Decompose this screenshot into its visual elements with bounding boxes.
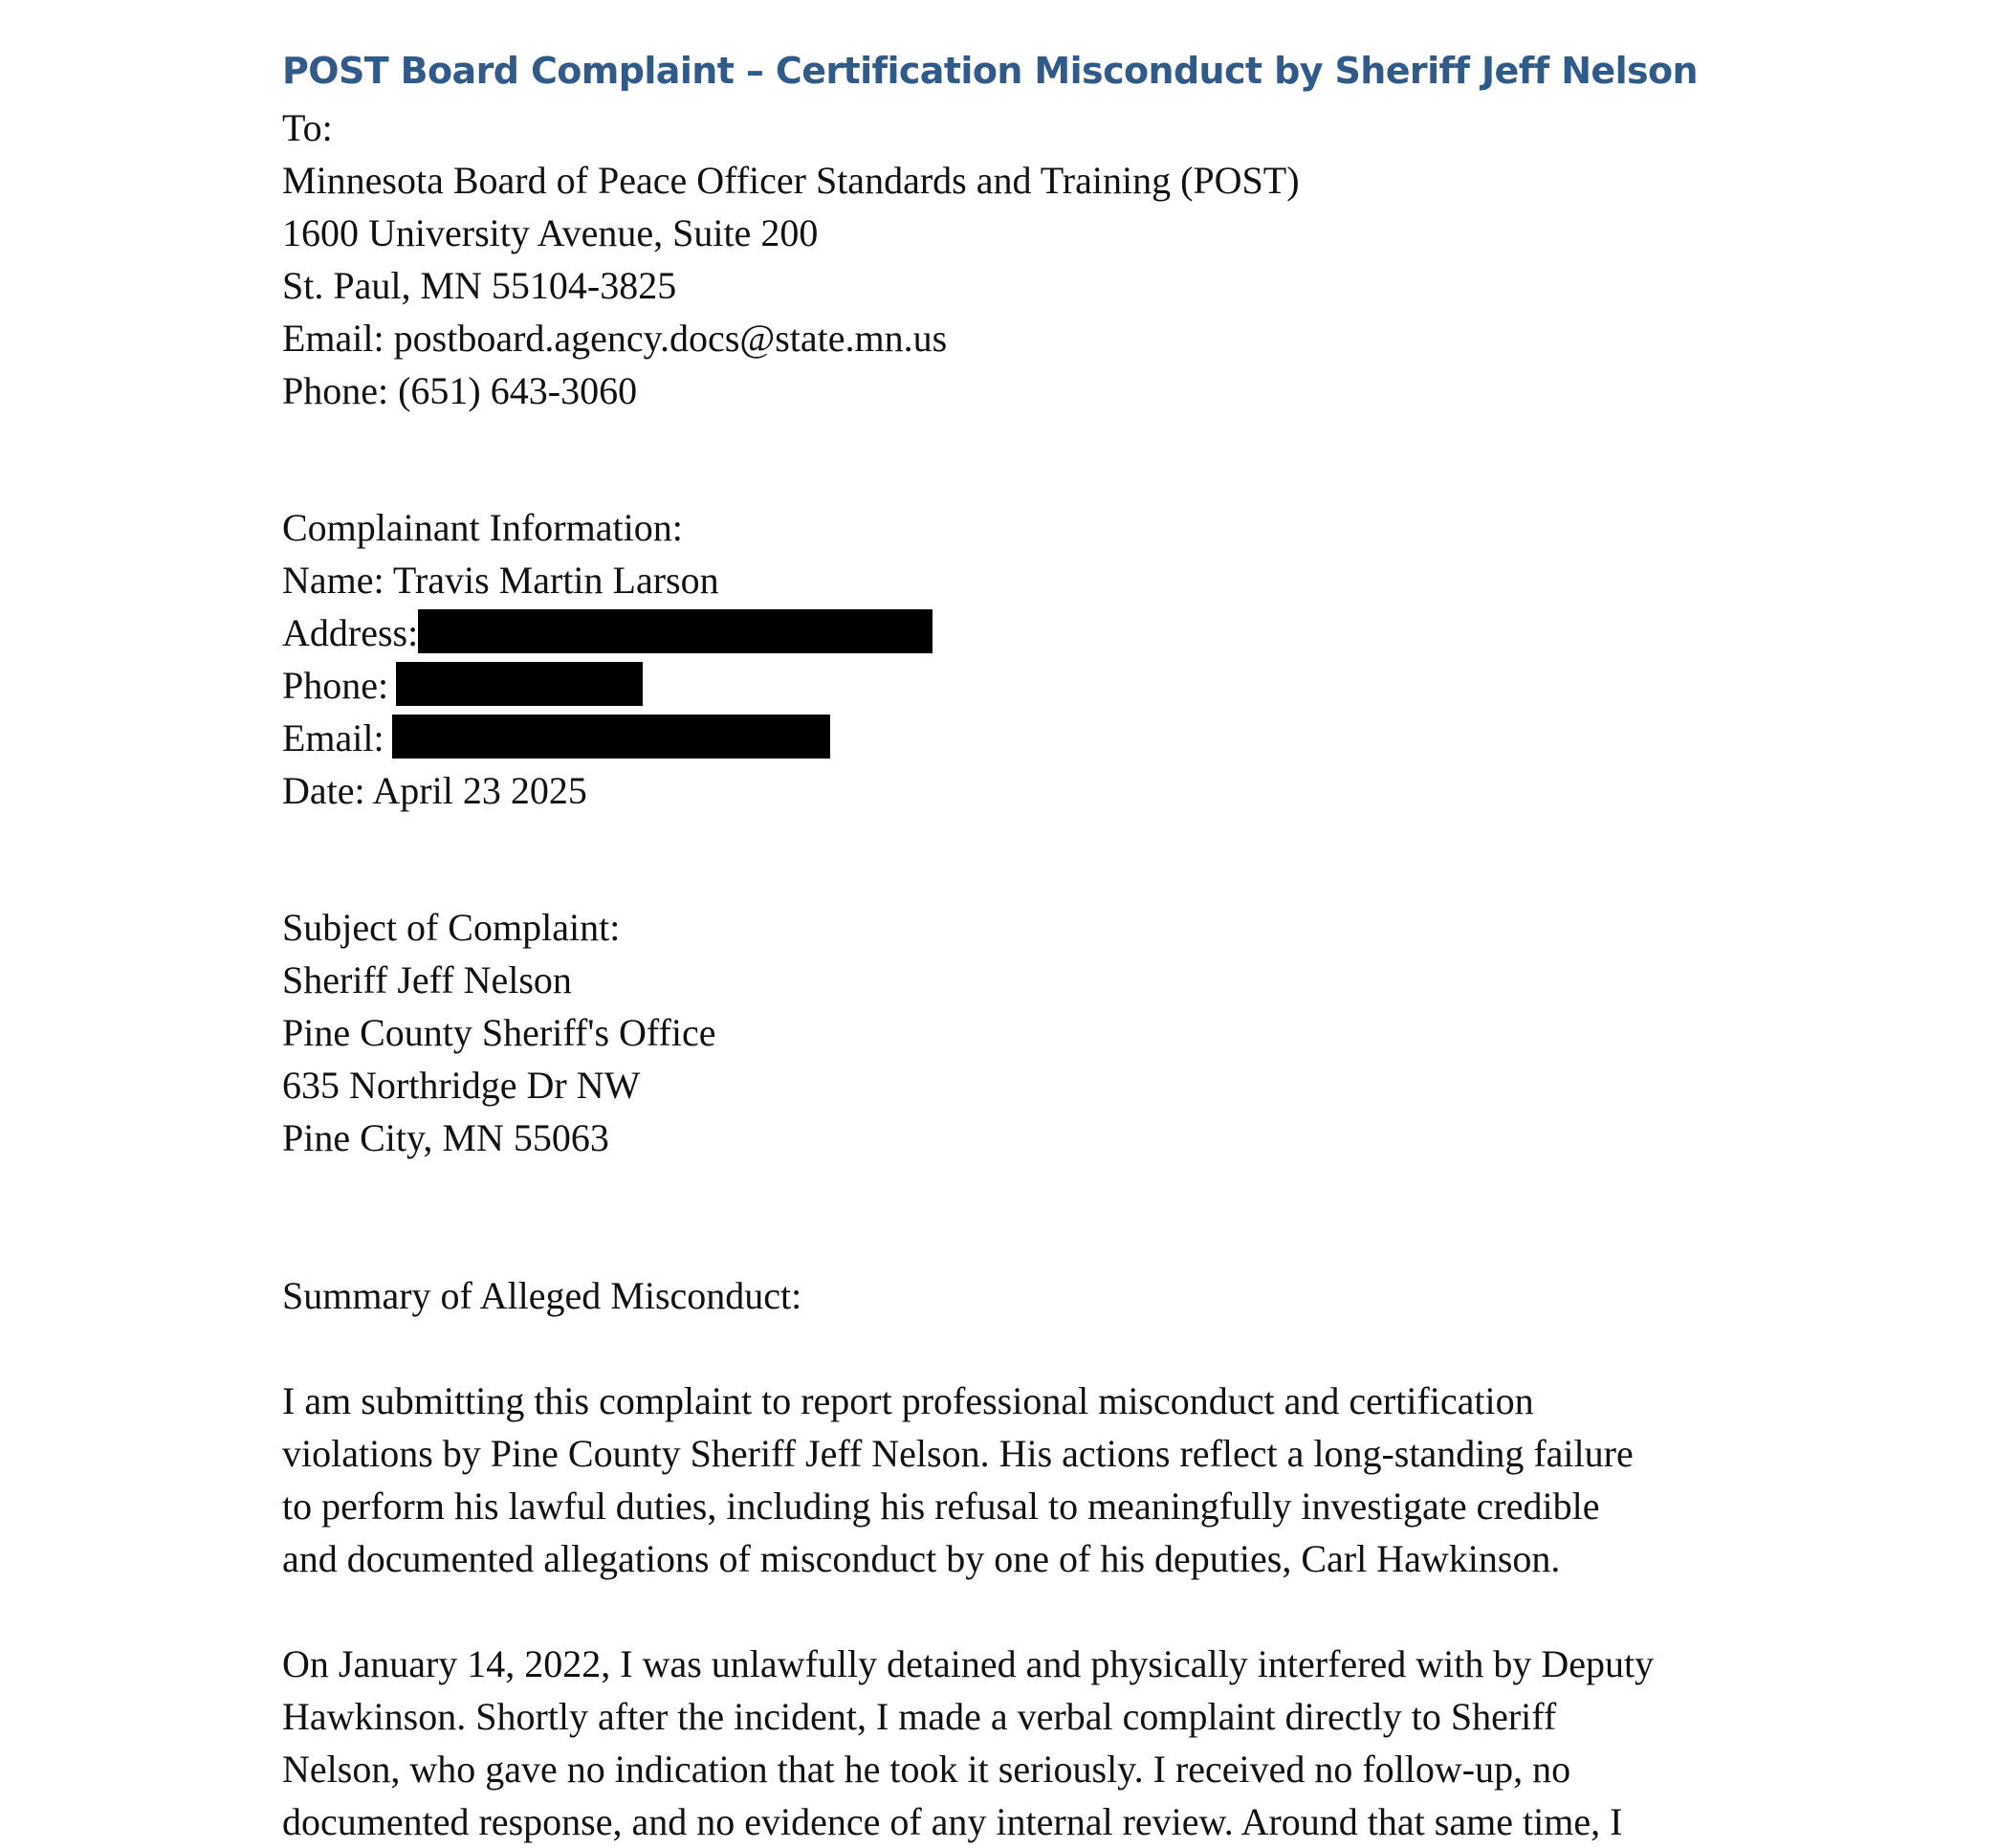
paragraph-line: to perform his lawful duties, including his refusal to meaningfully investigate credible [282, 1485, 1600, 1528]
subject-name: Sheriff Jeff Nelson [282, 958, 572, 1001]
subject-city: Pine City, MN 55063 [282, 1116, 609, 1159]
summary-paragraph-2 [282, 1638, 1717, 1848]
paragraph-line: Nelson, who gave no indication that he took it seriously. I received no follow-up, no [282, 1748, 1571, 1791]
paragraph-line: violations by Pine County Sheriff Jeff Nelson. His actions reflect a long-standing failure [282, 1432, 1634, 1475]
paragraph-line: I am submitting this complaint to report professional misconduct and certification [282, 1379, 1534, 1422]
summary-paragraph-1 [282, 1375, 1717, 1585]
complainant-phone [282, 659, 1717, 712]
address-redaction [418, 609, 933, 653]
phone-label: Phone: [282, 664, 389, 707]
paragraph-line: On January 14, 2022, I was unlawfully detained and physically interfered with by Deputy [282, 1642, 1655, 1685]
complainant-email [282, 712, 1717, 764]
complainant-block [282, 501, 1717, 817]
document-title: POST Board Complaint – Certification Misconduct by Sheriff Jeff Nelson [282, 50, 1698, 92]
recipient-org: Minnesota Board of Peace Officer Standards and Training (POST) [282, 159, 1300, 202]
recipient-phone: Phone: (651) 643-3060 [282, 369, 638, 412]
subject-heading: Subject of Complaint: [282, 906, 621, 949]
subject-office: Pine County Sheriff's Office [282, 1011, 716, 1054]
to-label: To: [282, 106, 333, 149]
paragraph-line: Hawkinson. Shortly after the incident, I made a verbal complaint directly to Sheriff [282, 1695, 1557, 1738]
complainant-heading: Complainant Information: [282, 506, 683, 549]
document-body [282, 40, 1717, 1848]
recipient-city: St. Paul, MN 55104-3825 [282, 264, 677, 307]
subject-street: 635 Northridge Dr NW [282, 1064, 641, 1107]
spacer [282, 417, 1717, 501]
spacer [282, 1585, 1717, 1638]
address-label: Address: [282, 611, 419, 654]
paragraph-line: and documented allegations of misconduct by one of his deputies, Carl Hawkinson. [282, 1537, 1561, 1580]
subject-block [282, 901, 1717, 1164]
spacer [282, 1164, 1717, 1269]
summary-heading: Summary of Alleged Misconduct: [282, 1274, 802, 1317]
recipient-block [282, 101, 1717, 417]
summary-block [282, 1269, 1717, 1848]
spacer [282, 1322, 1717, 1375]
spacer [282, 817, 1717, 901]
email-redaction [392, 715, 830, 759]
recipient-street: 1600 University Avenue, Suite 200 [282, 211, 819, 254]
email-label: Email: [282, 716, 384, 759]
paragraph-line: documented response, and no evidence of any internal review. Around that same time, I [282, 1800, 1623, 1843]
complaint-date: Date: April 23 2025 [282, 769, 587, 812]
complainant-address [282, 606, 1717, 659]
complainant-name: Name: Travis Martin Larson [282, 559, 719, 602]
recipient-email: Email: postboard.agency.docs@state.mn.us [282, 317, 948, 360]
phone-redaction [396, 662, 643, 706]
